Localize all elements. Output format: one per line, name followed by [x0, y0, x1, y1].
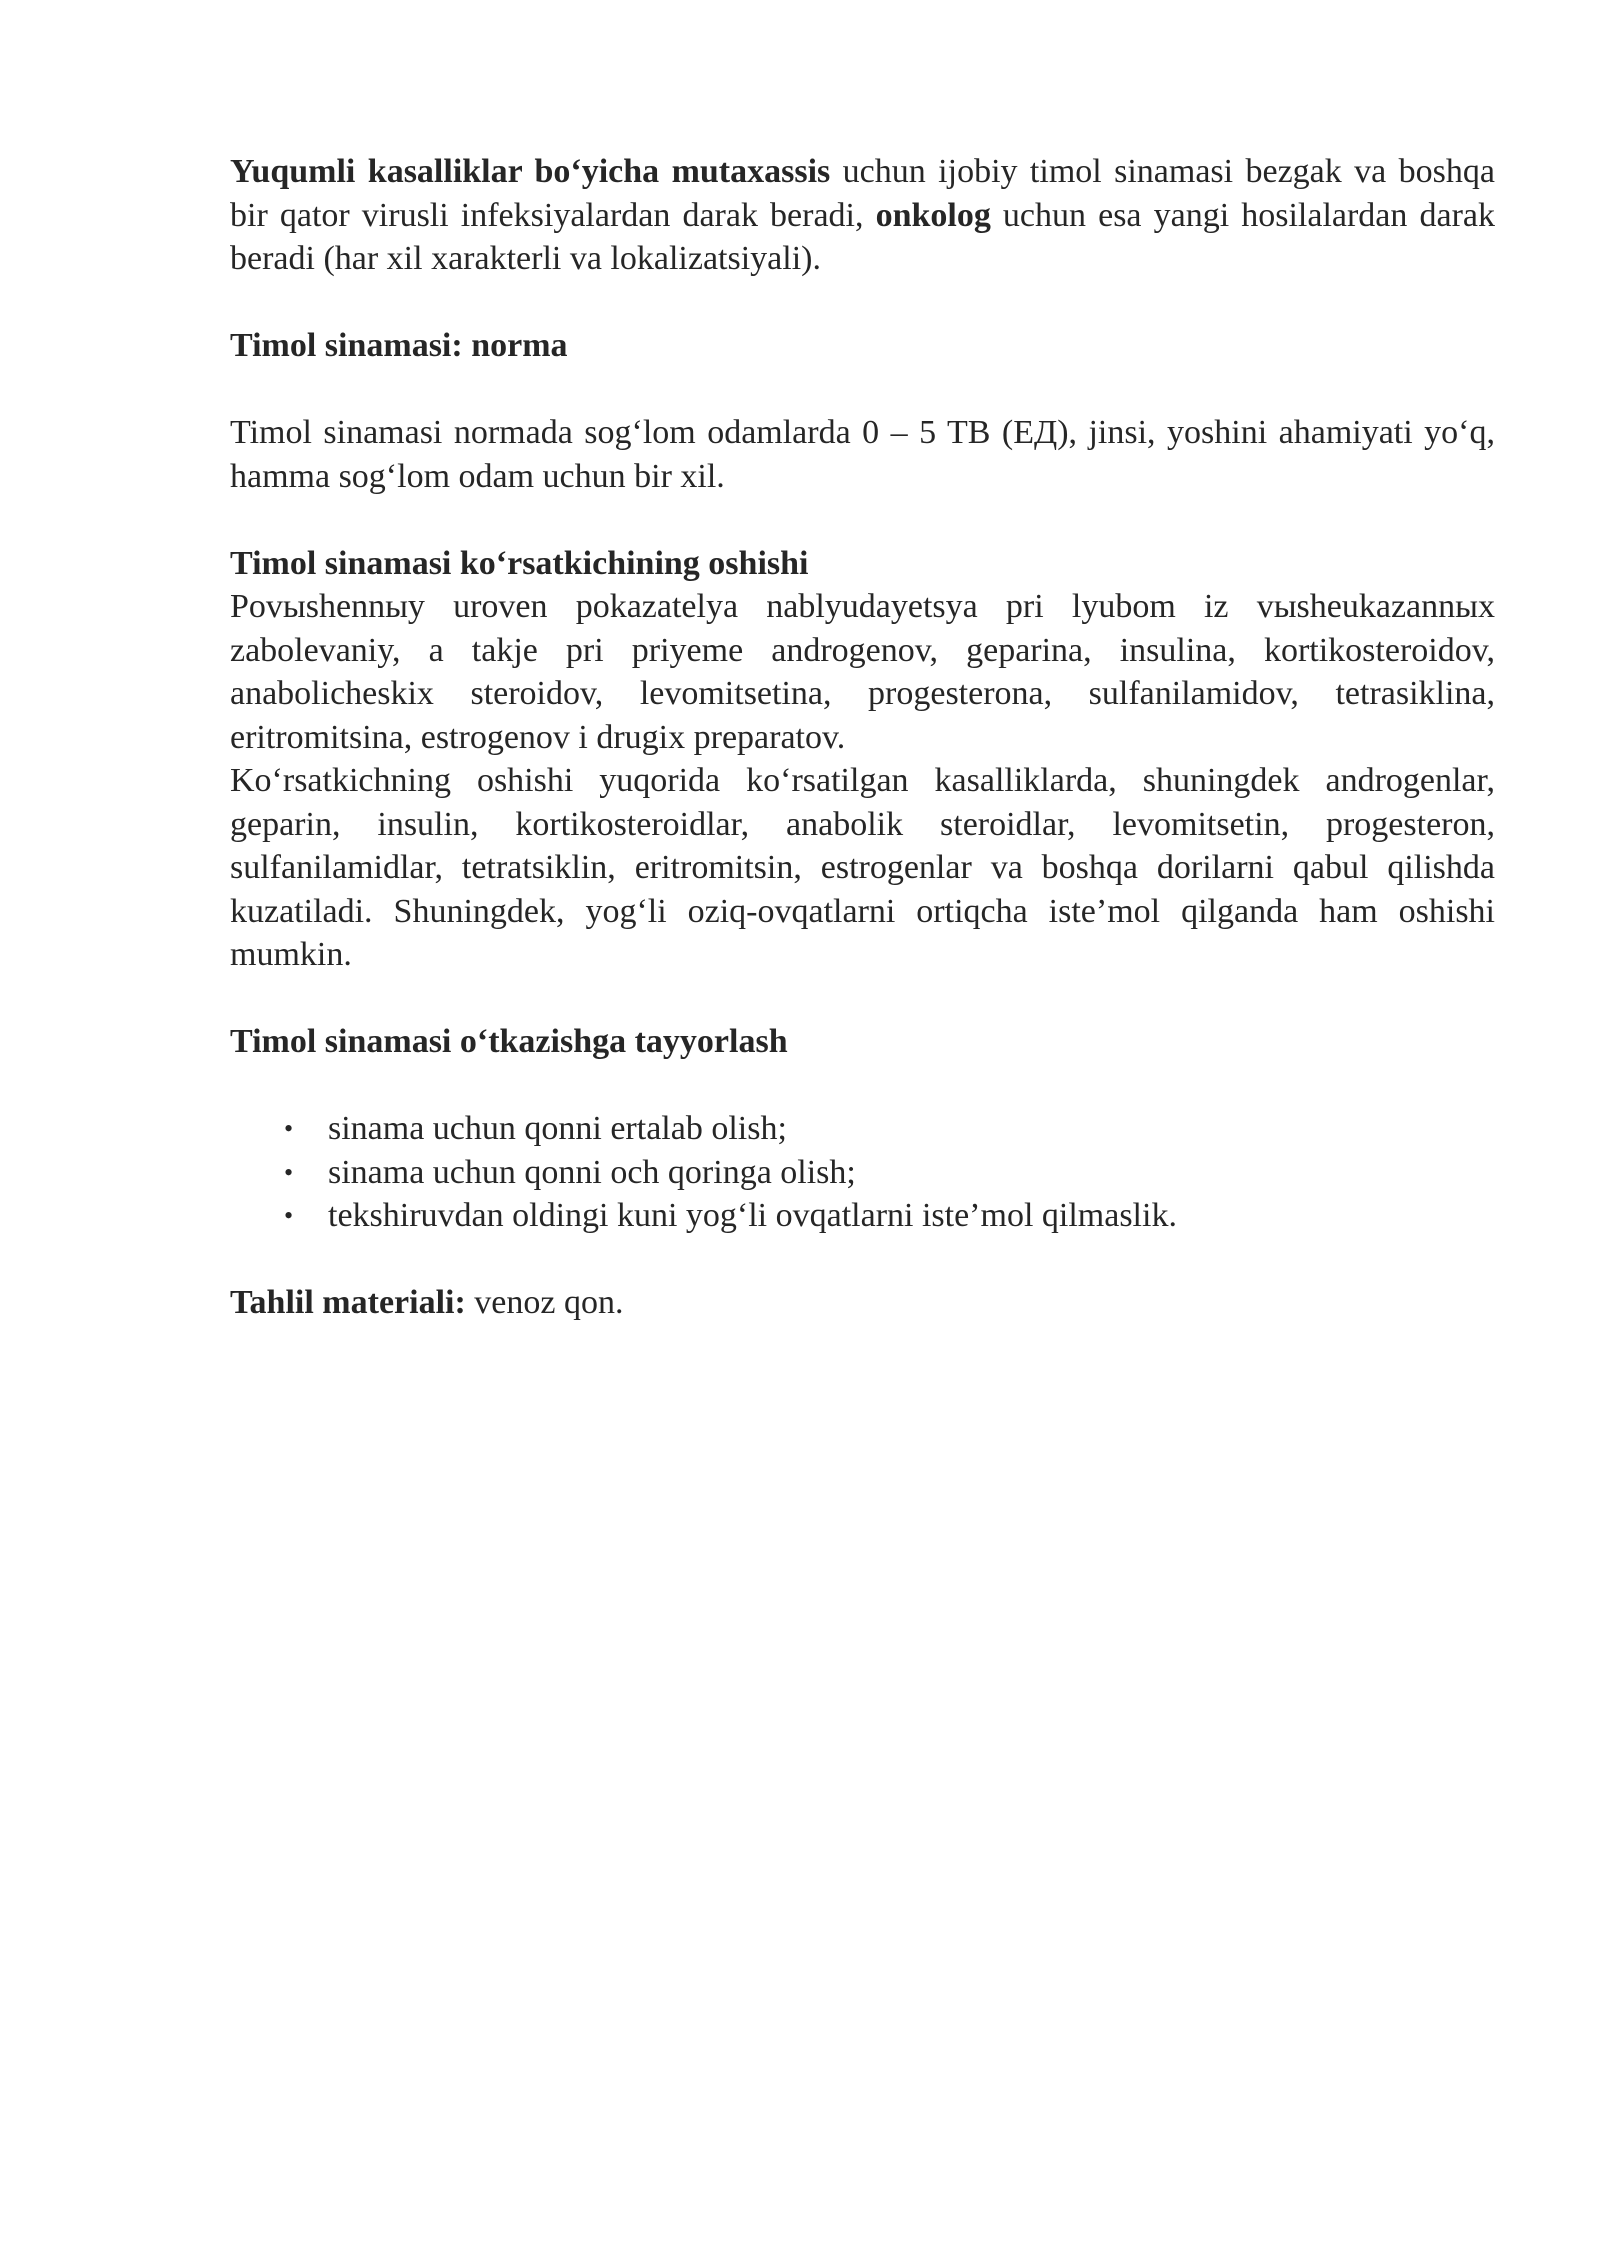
tahlil-value: venoz qon. [465, 1284, 624, 1321]
spacer [230, 281, 1495, 325]
tayyorlash-heading [230, 1020, 1495, 1064]
spacer [230, 977, 1495, 1021]
bullet-icon: • [284, 1157, 294, 1187]
norma-heading [230, 324, 1495, 368]
list-item [230, 1107, 1495, 1151]
oncologist-term: onkolog [875, 196, 991, 234]
oshishi-paragraph-1: Povыshennыy uroven pokazatelya nablyudayetsya pri lyubom iz vыsheukazannыx zabolevaniy, a takje pri priyeme androgenov, geparina, insulina, kortikosteroidov, anabolicheskix steroidov, levomitsetina, progesterona, sulfanilamidov, tetrasiklina, eritromitsina, estrogenov i drugix preparatov. [230, 588, 1495, 756]
spacer [230, 368, 1495, 412]
list-item-text: sinama uchun qonni ertalab olish; [328, 1110, 787, 1147]
bullet-icon: • [284, 1114, 294, 1143]
spacer [230, 1064, 1495, 1108]
list-item-text: sinama uchun qonni och qoringa olish; [328, 1153, 856, 1191]
norma-heading-text: Timol sinamasi: norma [230, 327, 568, 364]
list-item [230, 1151, 1495, 1195]
intro-text-1: uchun ijobiy timol sinamasi bezgak va boshqa bir qator virusli infeksiyalardan darak beradi, [230, 153, 1495, 234]
oshishi-heading [230, 542, 1495, 586]
tahlil-label: Tahlil materiali: [230, 1284, 466, 1321]
list-item [230, 1194, 1495, 1238]
spacer [230, 498, 1495, 542]
specialist-term: Yuqumli kasalliklar bo‘yicha mutaxassis [230, 153, 831, 190]
list-item-text: tekshiruvdan oldingi kuni yog‘li ovqatlarni iste’mol qilmaslik. [328, 1197, 1177, 1234]
tahlil-paragraph [230, 1281, 1495, 1325]
spacer [230, 1238, 1495, 1282]
preparation-list [230, 1107, 1495, 1238]
norma-paragraph: Timol sinamasi normada sog‘lom odamlarda 0 – 5 TB (ЕД), jinsi, yoshini ahamiyati yo‘q, hamma sog‘lom odam uchun bir xil. [230, 414, 1495, 495]
oshishi-paragraph-2: Ko‘rsatkichning oshishi yuqorida ko‘rsatilgan kasalliklarda, shuningdek androgenlar, geparin, insulin, kortikosteroidlar, anabolik steroidlar, levomitsetin, progesteron, sulfanilamidlar, tetratsiklin, eritromitsin, estrogenlar va boshqa dorilarni qabul qilishda kuzatiladi. Shuningdek, yog‘li oziq-ovqatlarni ortiqcha iste’mol qilganda ham oshishi mumkin. [230, 762, 1495, 973]
bullet-icon: • [284, 1201, 294, 1230]
tayyorlash-heading-text: Timol sinamasi o‘tkazishga tayyorlash [230, 1023, 788, 1060]
intro-paragraph [230, 150, 1495, 281]
oshishi-heading-text: Timol sinamasi ko‘rsatkichining oshishi [230, 544, 809, 582]
intro-text-2: uchun esa yangi hosilalardan darak beradi (har xil xarakterli va lokalizatsiyali). [230, 196, 1495, 277]
document-page [230, 150, 1495, 1325]
